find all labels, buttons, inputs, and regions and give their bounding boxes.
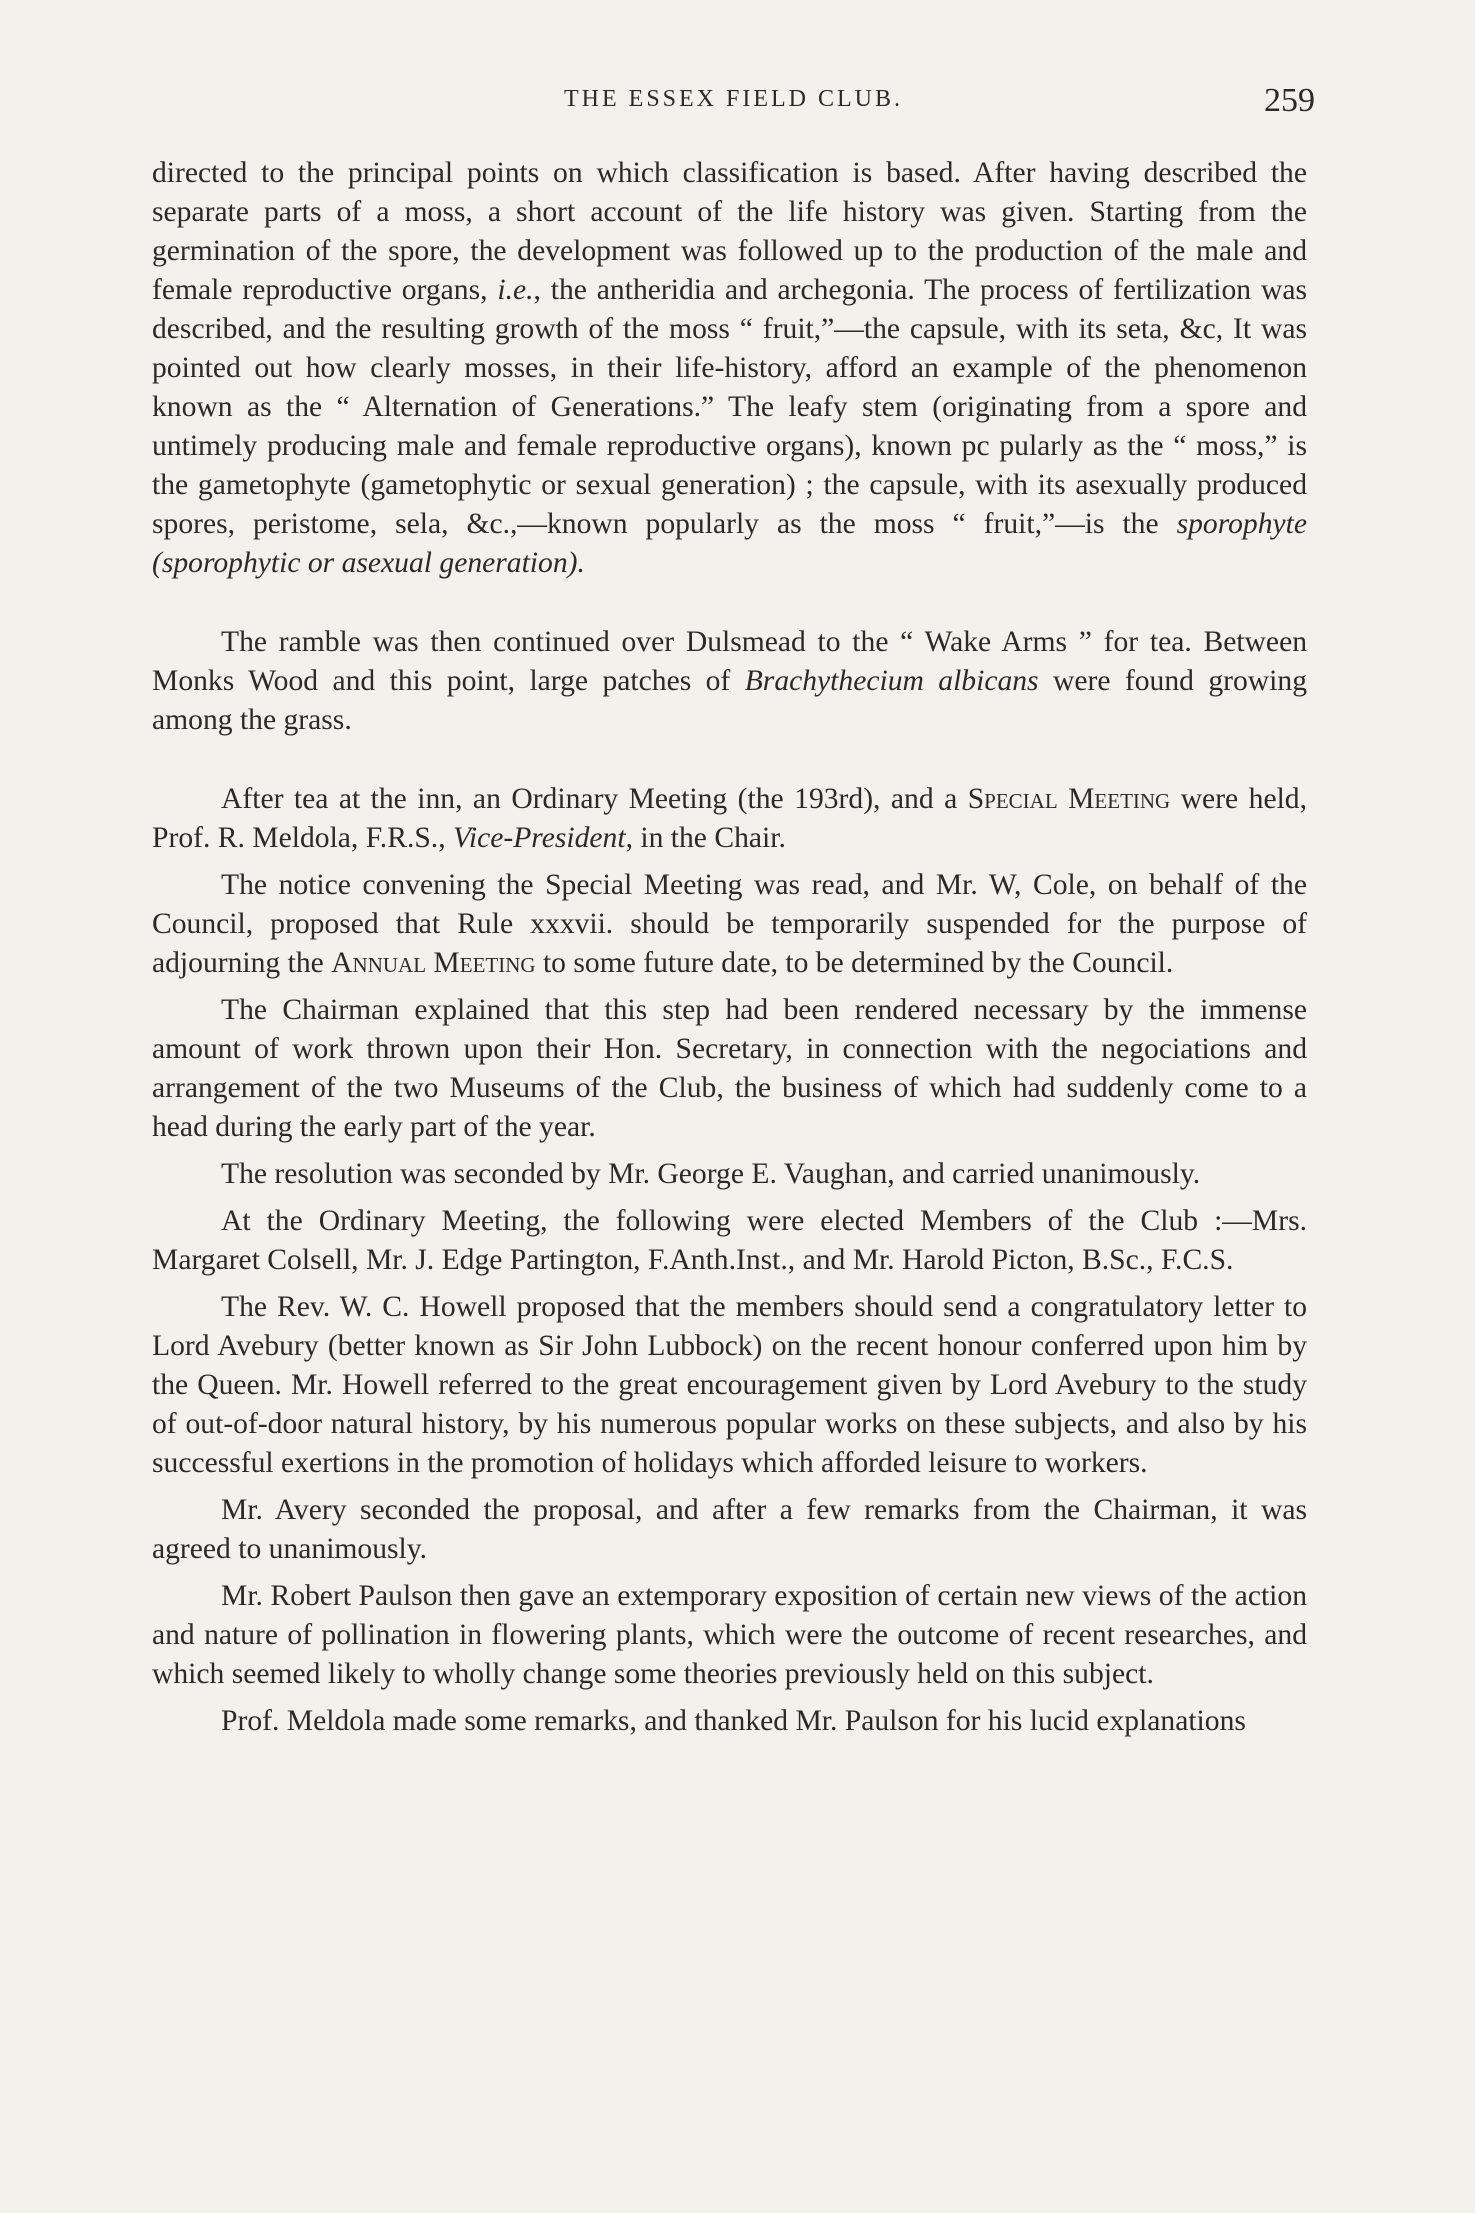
paragraph-moss-life-history: directed to the principal points on which classification is based. After having described the separate parts of a moss, a short account of the life history was given. Starting from the germination of the spore, the development was followed up to the production of the male and female reproductive organs, i.e., the antheridia and archegonia. The process of fertilization was described, and the resulting growth of the moss “ fruit,”—the capsule, with its seta, &c, It was pointed out how clearly mosses, in their life-history, afford an example of the phenomenon known as the “ Alternation of Generations.” The leafy stem (originating from a spore and untimely producing male and female reproductive organs), known pc pularly as the “ moss,” is the gametophyte (gametophytic or sexual generation) ; the capsule, with its asexually produced spores, peristome, sela, &c.,—known popularly as the moss “ fruit,”—is the sporophyte (sporophytic or asexual generation).: [152, 157, 1307, 579]
page-header: [152, 78, 1315, 128]
paragraph-howell-proposal: The Rev. W. C. Howell proposed that the members should send a congratulatory letter to Lord Avebury (better known as Sir John Lubbock) on the recent honour conferred upon him by the Queen. Mr. Howell referred to the great encouragement given by Lord Avebury to the study of out-of-door natural history, by his numerous popular works on these subjects, and also by his successful exertions in the promotion of holidays which afforded leisure to workers.: [152, 1291, 1307, 1479]
paragraph-paulson-exposition: Mr. Robert Paulson then gave an extemporary exposition of certain new views of the action and nature of pollination in flowering plants, which were the outcome of recent researches, and which seemed likely to wholly change some theories previously held on this subject.: [152, 1580, 1307, 1690]
paragraph-resolution: The resolution was seconded by Mr. George E. Vaughan, and carried unanimously.: [221, 1158, 1201, 1190]
paragraph-meldola-remarks: Prof. Meldola made some remarks, and thanked Mr. Paulson for his lucid explanations: [221, 1705, 1246, 1737]
running-title: THE ESSEX FIELD CLUB.: [564, 86, 903, 112]
paragraph-notice: The notice convening the Special Meeting was read, and Mr. W, Cole, on behalf of the Council, proposed that Rule xxxvii. should be temporarily suspended for the purpose of adjourning the Annual Meeting to some future date, to be determined by the Council.: [152, 869, 1307, 979]
paragraph-elected-members: At the Ordinary Meeting, the following were elected Members of the Club :—Mrs. Margaret Colsell, Mr. J. Edge Partington, F.Anth.Inst., and Mr. Harold Picton, B.Sc., F.C.S.: [152, 1205, 1307, 1276]
paragraph-avery-seconded: Mr. Avery seconded the proposal, and after a few remarks from the Chairman, it was agreed to unanimously.: [152, 1494, 1307, 1565]
body-text: [152, 154, 1307, 1741]
paragraph-ramble: The ramble was then continued over Dulsmead to the “ Wake Arms ” for tea. Between Monks Wood and this point, large patches of Brachythecium albicans were found growing among the grass.: [152, 626, 1307, 736]
page-number: 259: [1264, 82, 1315, 119]
paragraph-chairman-explained: The Chairman explained that this step had been rendered necessary by the immense amount of work thrown upon their Hon. Secretary, in connection with the negociations and arrangement of the two Museums of the Club, the business of which had suddenly come to a head during the early part of the year.: [152, 994, 1307, 1143]
paragraph-meetings: After tea at the inn, an Ordinary Meeting (the 193rd), and a Special Meeting were held, Prof. R. Meldola, F.R.S., Vice-President, in the Chair.: [152, 783, 1307, 854]
